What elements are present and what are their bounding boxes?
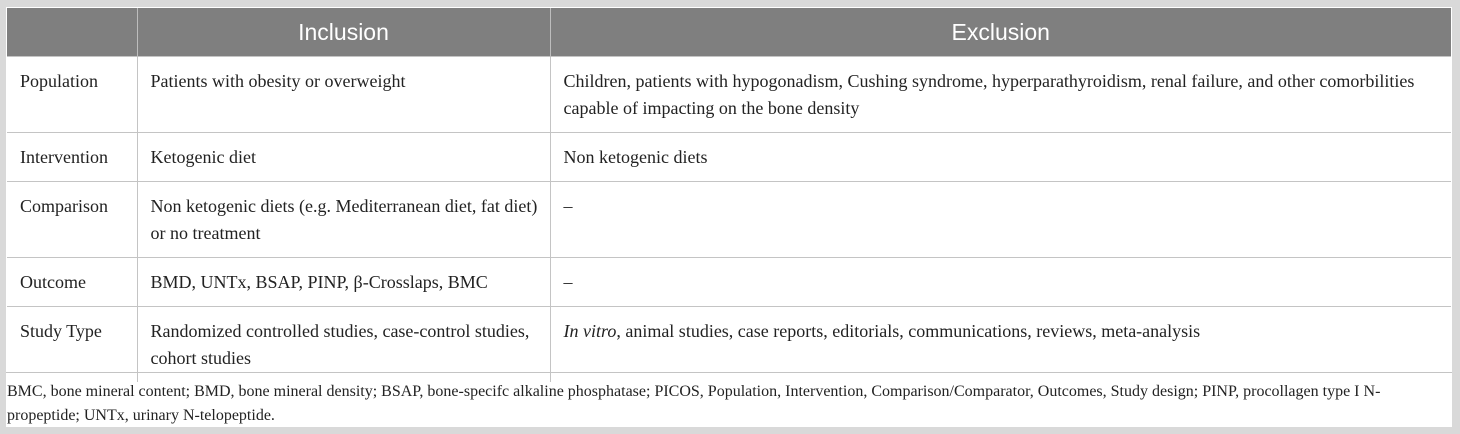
inclusion-cell: Patients with obesity or overweight: [137, 57, 550, 133]
table-row: [7, 182, 1451, 258]
table-row: [7, 57, 1451, 133]
row-category: Comparison: [7, 182, 137, 258]
exclusion-text: , animal studies, case reports, editorials, communications, reviews, meta-analysis: [616, 321, 1201, 341]
row-category: Study Type: [7, 307, 137, 383]
inclusion-cell: BMD, UNTx, BSAP, PINP, β-Crosslaps, BMC: [137, 258, 550, 307]
exclusion-cell: Children, patients with hypogonadism, Cushing syndrome, hyperparathyroidism, renal failure, and other comorbilities capable of impacting on the bone density: [550, 57, 1451, 133]
table-row: [7, 258, 1451, 307]
exclusion-cell: Non ketogenic diets: [550, 133, 1451, 182]
table-footnote: BMC, bone mineral content; BMD, bone mineral density; BSAP, bone-specifc alkaline phosphatase; PICOS, Population, Intervention, Comparison/Comparator, Outcomes, Study design; PINP, procollagen type I N-propeptide; UNTx, urinary N-telopeptide.: [7, 383, 1381, 424]
footnote-divider: [6, 372, 1452, 373]
exclusion-cell: –: [550, 258, 1451, 307]
table-figure: [6, 7, 1452, 427]
header-inclusion: Inclusion: [137, 8, 550, 57]
table-row: [7, 307, 1451, 383]
row-category: Population: [7, 57, 137, 133]
header-exclusion: Exclusion: [550, 8, 1451, 57]
row-category: Outcome: [7, 258, 137, 307]
inclusion-cell: Ketogenic diet: [137, 133, 550, 182]
table-row: [7, 133, 1451, 182]
exclusion-italic-term: In vitro: [563, 321, 617, 341]
inclusion-cell: Non ketogenic diets (e.g. Mediterranean diet, fat diet) or no treatment: [137, 182, 550, 258]
inclusion-cell: Randomized controlled studies, case-control studies, cohort studies: [137, 307, 550, 383]
row-category: Intervention: [7, 133, 137, 182]
exclusion-cell: [550, 307, 1451, 383]
header-row: [7, 8, 1451, 57]
picos-table: [7, 8, 1451, 382]
exclusion-cell: –: [550, 182, 1451, 258]
header-empty: [7, 8, 137, 57]
